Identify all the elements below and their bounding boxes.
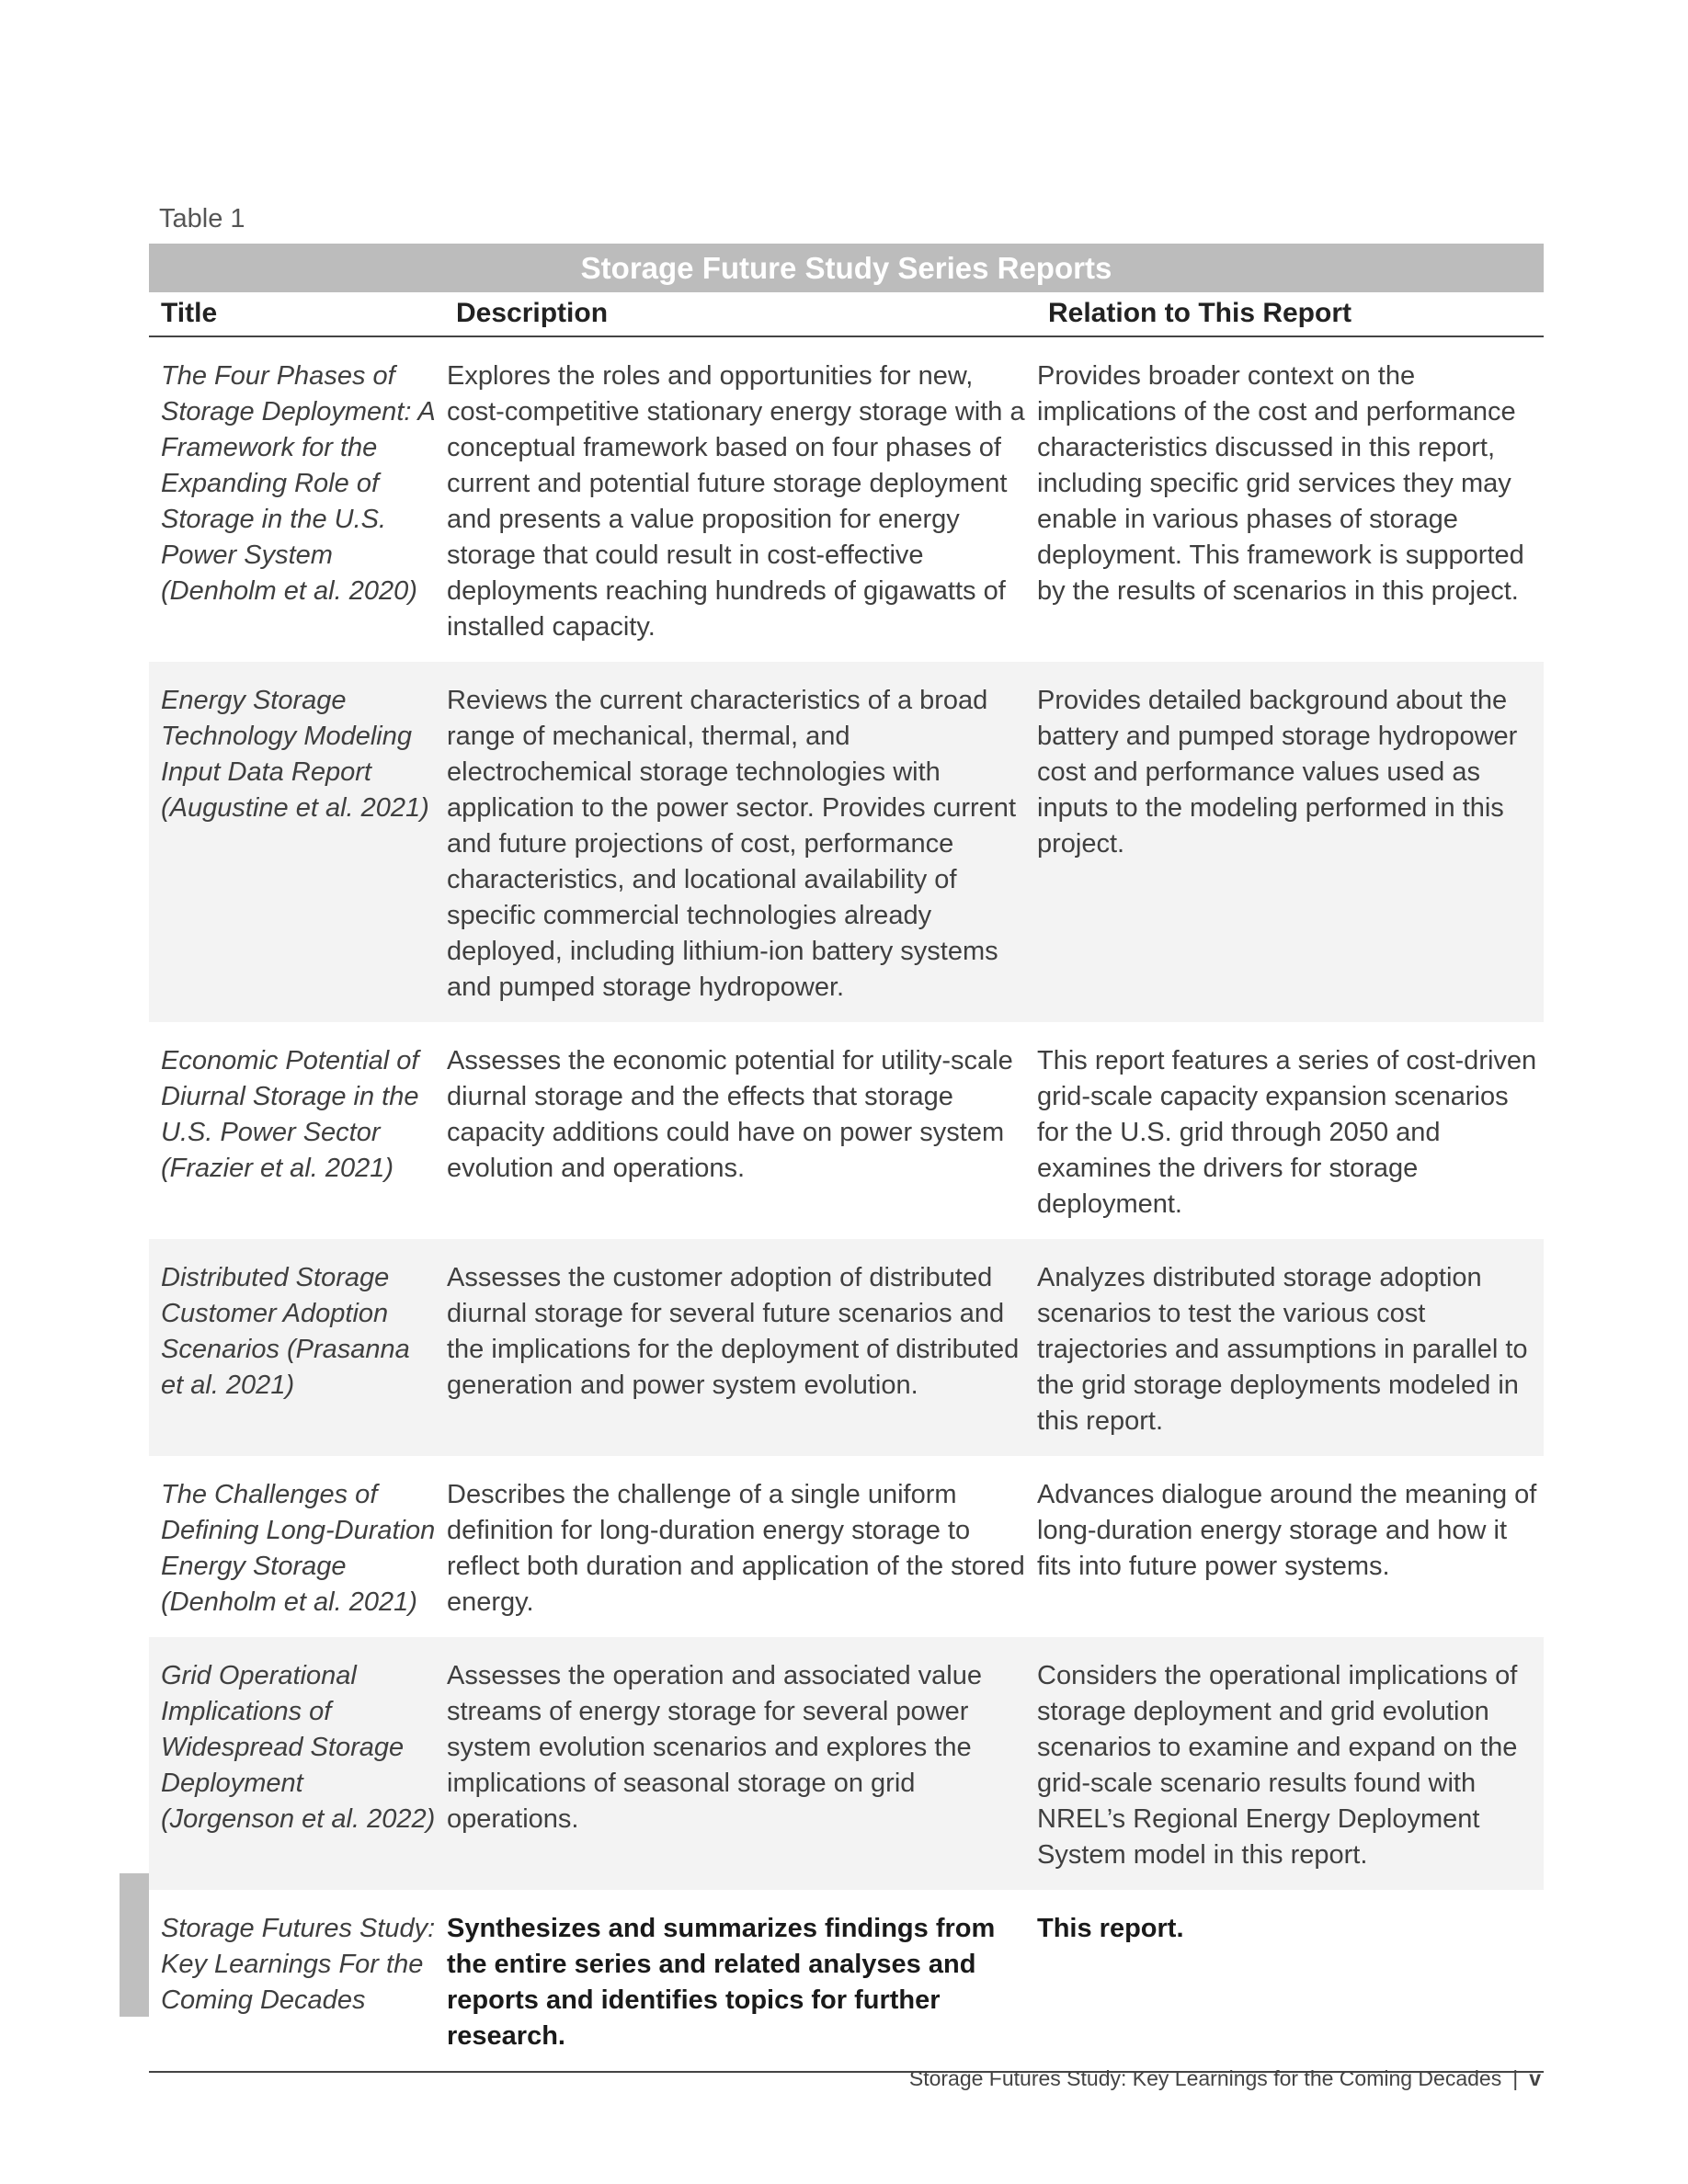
row-relation: Analyzes distributed storage adoption scenarios to test the various cost trajectories and assumptions in parallel to the grid storage deployments modeled in this report. (1037, 1263, 1528, 1436)
footer-separator: | (1512, 2066, 1519, 2090)
row-title: Grid Operational Implications of Widespread Storage Deployment (Jorgenson et al. 2022) (161, 1661, 436, 1834)
table-row (149, 1022, 1544, 1239)
table-row (149, 1890, 1544, 2073)
row-title: The Four Phases of Storage Deployment: A Framework for the Expanding Role of Storage in the U.S. Power System (Denholm et al. 2020) (161, 361, 435, 606)
row-description: Assesses the operation and associated value streams of energy storage for several power system evolution scenarios and explores the implications of seasonal storage on grid operations. (447, 1661, 982, 1834)
row-description: Reviews the current characteristics of a broad range of mechanical, thermal, and electrochemical storage technologies with application to the power sector. Provides current and future projections of cost, performance characteristics, and locational availability of specific commercial technologies already deployed, including lithium-ion battery systems and pumped storage hydropower. (447, 686, 1016, 1002)
row-relation: Provides detailed background about the battery and pumped storage hydropower cost and performance values used as inputs to the modeling performed in this project. (1037, 686, 1518, 859)
column-header-description: Description (456, 298, 609, 328)
row-description: Synthesizes and summarizes findings from the entire series and related analyses and reports and identifies topics for further research. (447, 1914, 996, 2051)
row-relation: Considers the operational implications of storage deployment and grid evolution scenarios to examine and expand on the grid-scale scenario results found with NREL’s Regional Energy Deployment System model in this report. (1037, 1661, 1518, 1870)
page-footer (909, 2066, 1541, 2091)
table-row (149, 1637, 1544, 1890)
column-header-title: Title (161, 298, 218, 328)
row-title: Economic Potential of Diurnal Storage in the U.S. Power Sector (Frazier et al. 2021) (161, 1046, 419, 1183)
table-row (149, 1456, 1544, 1637)
footer-text: Storage Futures Study: Key Learnings for the Coming Decades (908, 2066, 1502, 2090)
row-relation: Advances dialogue around the meaning of long-duration energy storage and how it fits into future power systems. (1037, 1480, 1537, 1581)
table-caption: Table 1 (159, 204, 245, 233)
table-body (149, 337, 1544, 2073)
table-header (149, 292, 1544, 337)
row-title: Energy Storage Technology Modeling Input Data Report (Augustine et al. 2021) (161, 686, 429, 823)
column-header-relation: Relation to This Report (1048, 298, 1352, 328)
row-title: Distributed Storage Customer Adoption Scenarios (Prasanna et al. 2021) (161, 1263, 410, 1400)
row-description: Assesses the customer adoption of distributed diurnal storage for several future scenarios and the implications for the deployment of distributed generation and power system evolution. (447, 1263, 1020, 1400)
highlight-marker (120, 1873, 149, 2017)
row-relation: This report features a series of cost-driven grid-scale capacity expansion scenarios for the U.S. grid through 2050 and examines the drivers for storage deployment. (1037, 1046, 1537, 1219)
row-title: Storage Futures Study: Key Learnings For the Coming Decades (161, 1914, 436, 2015)
row-description: Describes the challenge of a single uniform definition for long-duration energy storage to reflect both duration and application of the stored energy. (447, 1480, 1025, 1617)
row-relation: Provides broader context on the implications of the cost and performance characteristics discussed in this report, including specific grid services they may enable in various phases of storage deployment. This framework is supported by the results of scenarios in this project. (1037, 361, 1524, 606)
row-title: The Challenges of Defining Long-Duration Energy Storage (Denholm et al. 2021) (161, 1480, 436, 1617)
page-number: v (1529, 2066, 1541, 2090)
row-description: Explores the roles and opportunities for new, cost-competitive stationary energy storage with a conceptual framework based on four phases of current and potential future storage deployment and presents a value proposition for energy storage that could result in cost-effective deployments reaching hundreds of gigawatts of installed capacity. (447, 361, 1025, 642)
row-relation: This report. (1037, 1914, 1184, 1943)
table-row (149, 337, 1544, 662)
row-description: Assesses the economic potential for utility-scale diurnal storage and the effects that storage capacity additions could have on power system evolution and operations. (447, 1046, 1013, 1183)
table-row (149, 662, 1544, 1022)
table-row (149, 1239, 1544, 1456)
table-title: Storage Future Study Series Reports (149, 244, 1544, 292)
